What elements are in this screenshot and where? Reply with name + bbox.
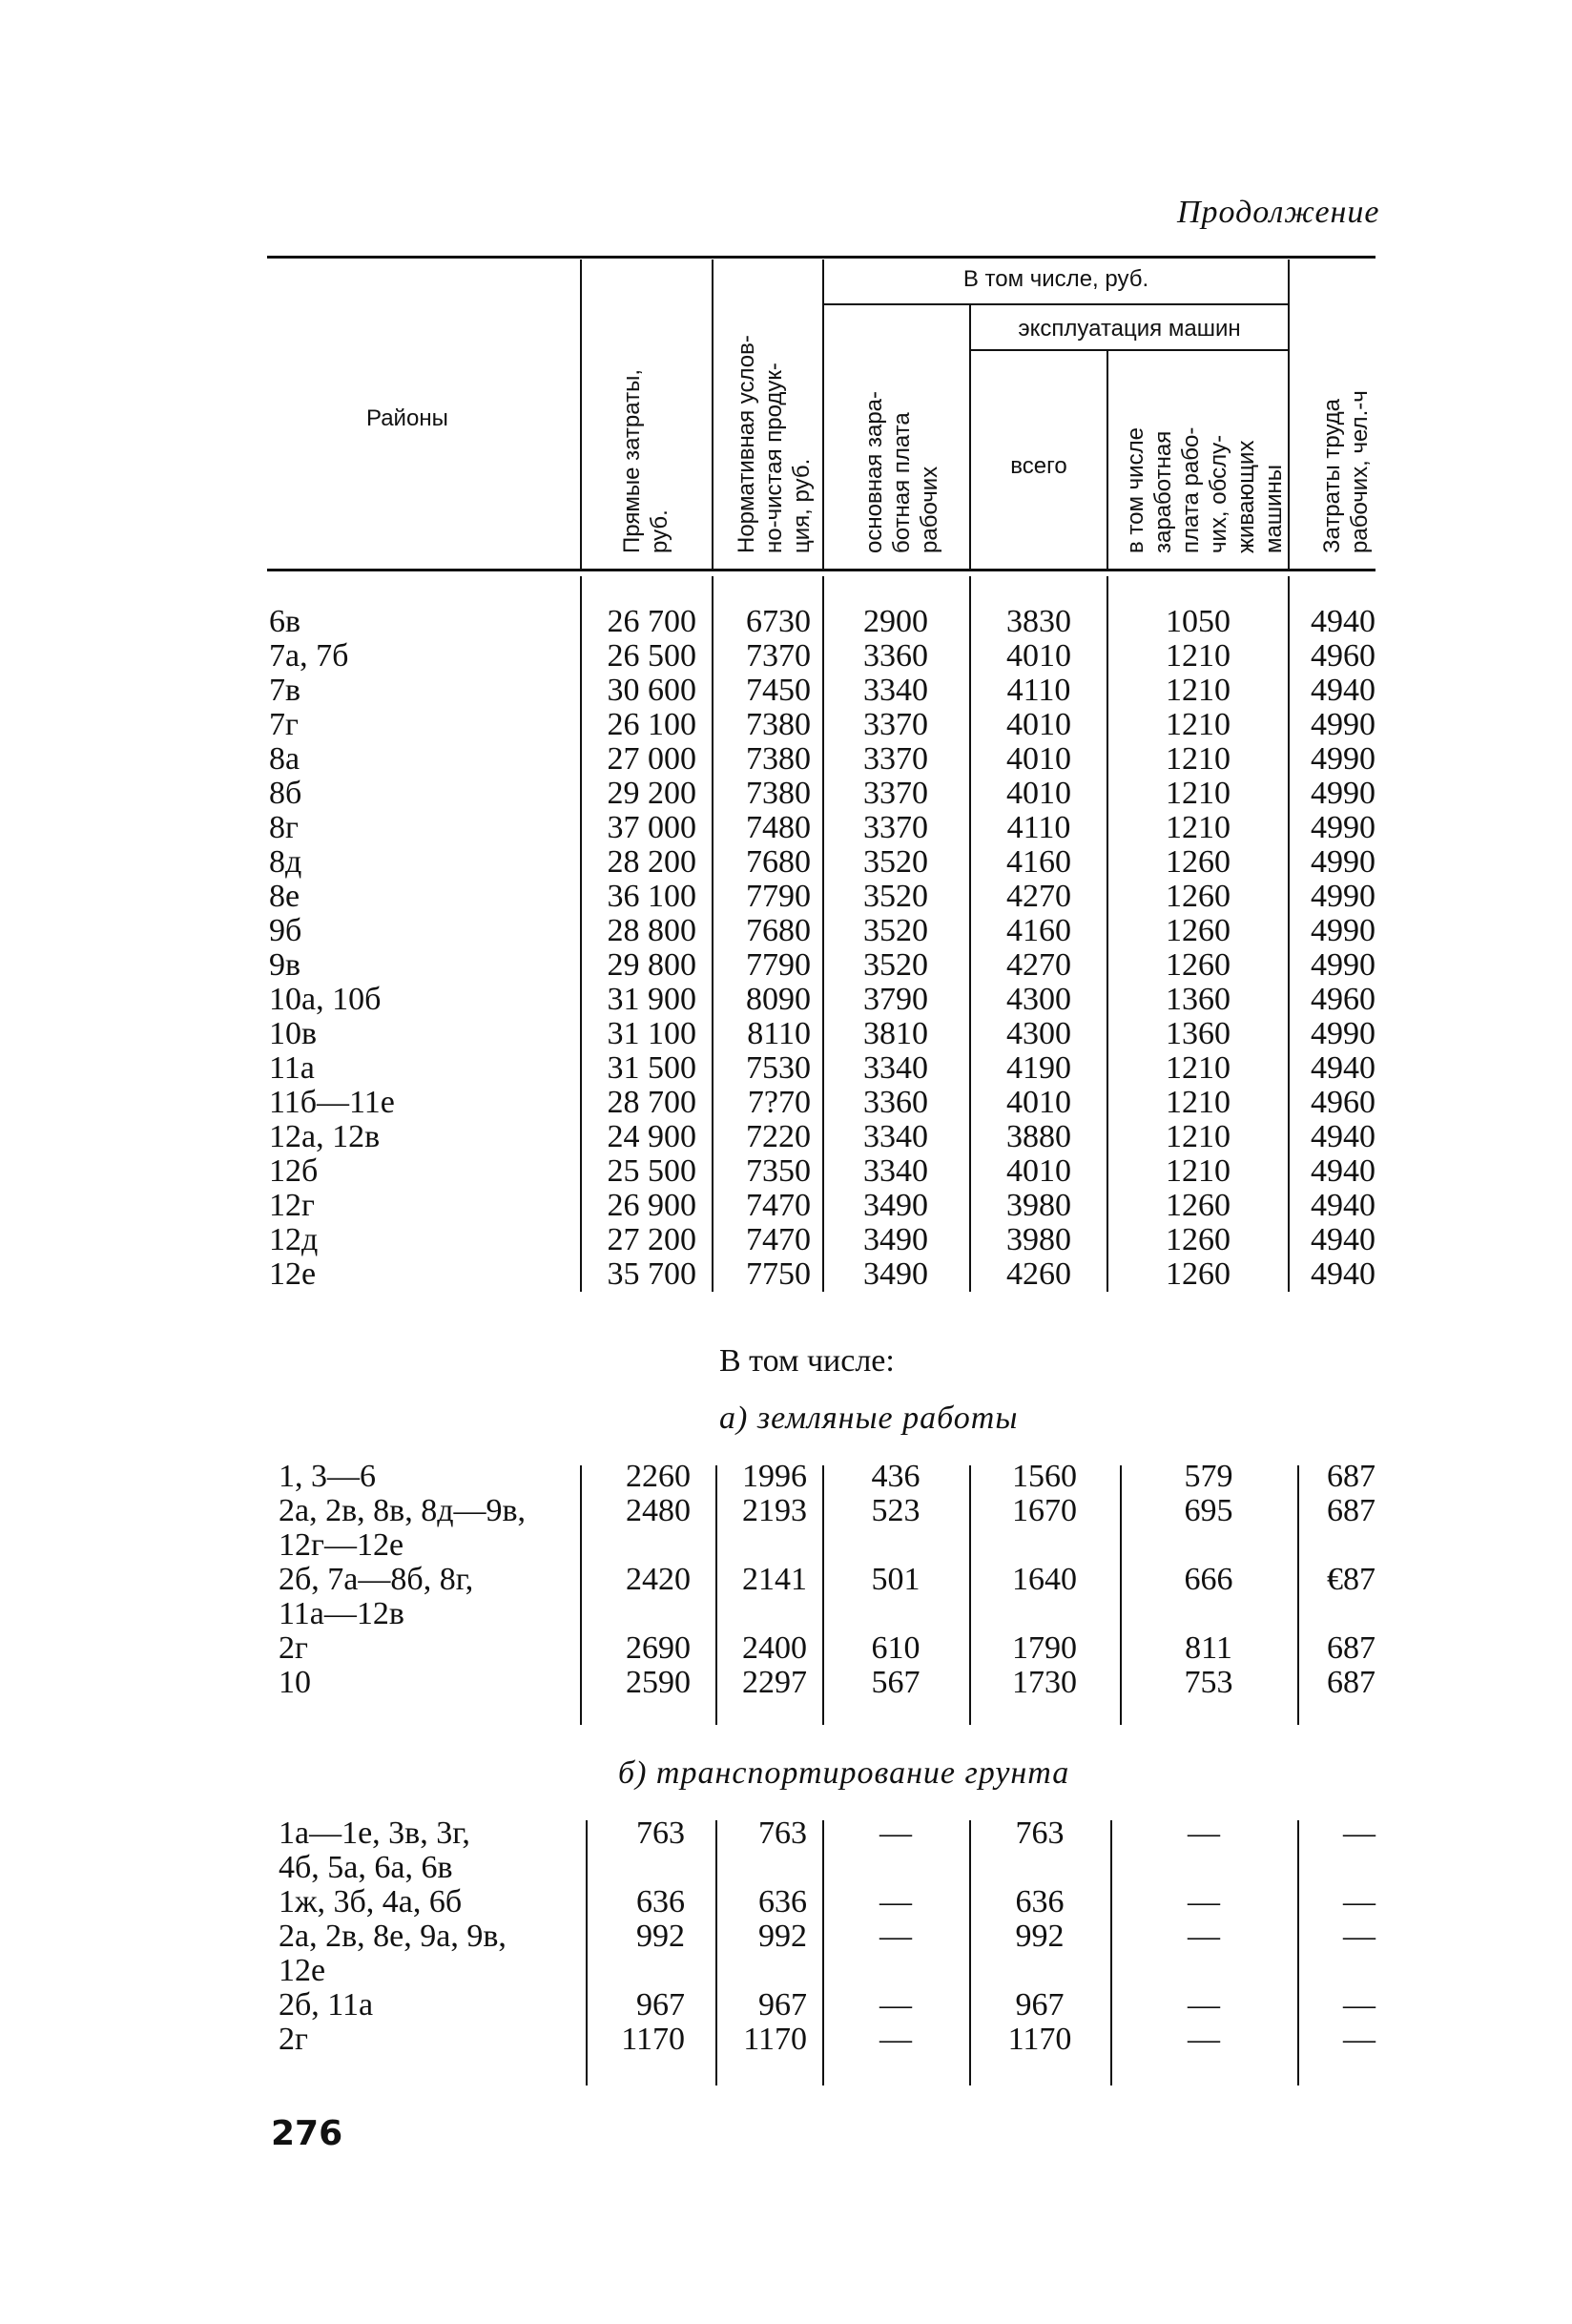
direct-costs-cell: 2260 (626, 1459, 691, 1494)
header-divider (822, 259, 824, 571)
base-wages-cell: — (879, 1987, 912, 2023)
labor-cell: 4940 (1311, 1188, 1376, 1223)
normative-output-cell: 7?70 (747, 1085, 811, 1120)
direct-costs-cell: 37 000 (607, 810, 696, 845)
header-bottom-rule (267, 569, 1376, 571)
labor-cell: 4990 (1311, 776, 1376, 811)
machine-total-cell: 4010 (1006, 707, 1071, 742)
machine-wages-cell: 1210 (1166, 1119, 1231, 1154)
direct-costs-cell: 992 (636, 1919, 685, 1954)
section-b-title: б) транспортирование грунта (618, 1755, 1070, 1791)
region-cell: 8б (269, 776, 302, 811)
direct-costs-cell: 28 700 (607, 1085, 696, 1120)
labor-cell: 4990 (1311, 1016, 1376, 1051)
region-cell: 10 (279, 1665, 311, 1700)
machine-wages-cell: 666 (1184, 1562, 1233, 1597)
labor-cell: 4990 (1311, 947, 1376, 983)
normative-output-cell: 2297 (742, 1665, 807, 1700)
region-cell: 11а—12в (279, 1596, 404, 1631)
region-cell: 1ж, 3б, 4а, 6б (279, 1884, 463, 1919)
normative-output-cell: 8110 (747, 1016, 811, 1051)
direct-costs-cell: 2690 (626, 1630, 691, 1666)
direct-costs-cell: 29 200 (607, 776, 696, 811)
region-cell: 10в (269, 1016, 318, 1051)
labor-cell: 4990 (1311, 844, 1376, 880)
base-wages-cell: 3370 (863, 776, 928, 811)
region-cell: 8а (269, 741, 300, 777)
machine-wages-cell: — (1188, 1816, 1220, 1851)
direct-costs-cell: 31 900 (607, 982, 696, 1017)
labor-cell: 4990 (1311, 707, 1376, 742)
direct-costs-cell: 26 500 (607, 638, 696, 674)
header-direct-costs: Прямые затраты, руб. (619, 369, 672, 553)
header-base-wages: основная зара- ботная плата рабочих (861, 390, 942, 553)
labor-cell: 4990 (1311, 741, 1376, 777)
normative-output-cell: 7680 (746, 913, 811, 948)
normative-output-cell: 7380 (746, 741, 811, 777)
normative-output-cell: 7680 (746, 844, 811, 880)
normative-output-cell: 7220 (746, 1119, 811, 1154)
base-wages-cell: 3360 (863, 638, 928, 674)
machine-total-cell: 4010 (1006, 776, 1071, 811)
header-machine-wages: в том числе заработная плата рабо- чих, обслу- живающих машины (1123, 426, 1287, 553)
machine-wages-cell: 1260 (1166, 1222, 1231, 1257)
labor-cell: 687 (1327, 1459, 1376, 1494)
machine-wages-cell: 1210 (1166, 741, 1231, 777)
labor-cell: €87 (1327, 1562, 1376, 1597)
machine-total-cell: 1170 (1007, 2022, 1072, 2057)
labor-cell: 4940 (1311, 1256, 1376, 1292)
machine-total-cell: 4110 (1006, 673, 1071, 708)
machine-wages-cell: 753 (1184, 1665, 1233, 1700)
normative-output-cell: 7350 (746, 1153, 811, 1189)
direct-costs-cell: 26 900 (607, 1188, 696, 1223)
machine-wages-cell: 1360 (1166, 982, 1231, 1017)
machine-wages-cell: 695 (1184, 1493, 1233, 1528)
labor-cell: 687 (1327, 1493, 1376, 1528)
including-rule (824, 303, 1288, 305)
normative-output-cell: 7380 (746, 776, 811, 811)
base-wages-cell: — (879, 2022, 912, 2057)
base-wages-cell: 436 (871, 1459, 920, 1494)
labor-cell: 4960 (1311, 1085, 1376, 1120)
normative-output-cell: 7450 (746, 673, 811, 708)
machine-total-cell: 967 (1015, 1987, 1065, 2023)
labor-cell: 4940 (1311, 1050, 1376, 1086)
machine-total-cell: 4270 (1006, 879, 1071, 914)
region-cell: 11а (269, 1050, 315, 1086)
machine-total-cell: 4110 (1006, 810, 1071, 845)
region-cell: 2б, 7а—8б, 8г, (279, 1562, 474, 1597)
direct-costs-cell: 26 100 (607, 707, 696, 742)
labor-cell: 4960 (1311, 982, 1376, 1017)
machine-wages-cell: 1210 (1166, 776, 1231, 811)
direct-costs-cell: 967 (636, 1987, 685, 2023)
direct-costs-cell: 26 700 (607, 604, 696, 639)
machine-wages-cell: 1210 (1166, 673, 1231, 708)
machine-total-cell: 4160 (1006, 844, 1071, 880)
region-cell: 9в (269, 947, 301, 983)
labor-cell: 4940 (1311, 673, 1376, 708)
machine-total-cell: 4010 (1006, 1153, 1071, 1189)
machine-total-cell: 3980 (1006, 1188, 1071, 1223)
region-cell: 7г (269, 707, 299, 742)
machine-total-cell: 4300 (1006, 1016, 1071, 1051)
region-cell: 11б—11е (269, 1085, 395, 1120)
normative-output-cell: 7470 (746, 1222, 811, 1257)
section-a-title: а) земляные работы (719, 1401, 1019, 1436)
direct-costs-cell: 2420 (626, 1562, 691, 1597)
header-including-rub: В том числе, руб. (962, 266, 1149, 292)
base-wages-cell: 3490 (863, 1256, 928, 1292)
machine-total-cell: 636 (1015, 1884, 1065, 1919)
header-normative-output: Нормативная услов- но-чистая продук- ция, руб. (734, 335, 815, 553)
normative-output-cell: 7480 (746, 810, 811, 845)
labor-cell: 4990 (1311, 913, 1376, 948)
base-wages-cell: — (879, 1919, 912, 1954)
normative-output-cell: 8090 (746, 982, 811, 1017)
header-divider (712, 259, 714, 571)
labor-cell: — (1343, 1884, 1376, 1919)
header-labor-costs: Затраты труда рабочих, чел.-ч (1319, 390, 1373, 553)
normative-output-cell: 7530 (746, 1050, 811, 1086)
machine-wages-cell: 1210 (1166, 810, 1231, 845)
labor-cell: 4990 (1311, 810, 1376, 845)
including-label: В том числе: (719, 1343, 895, 1379)
base-wages-cell: — (879, 1884, 912, 1919)
machine-wages-cell: — (1188, 1987, 1220, 2023)
region-cell: 2а, 2в, 8в, 8д—9в, (279, 1493, 527, 1528)
region-cell: 2г (279, 2022, 308, 2057)
region-cell: 12е (269, 1256, 317, 1292)
labor-cell: 687 (1327, 1665, 1376, 1700)
labor-cell: 4960 (1311, 638, 1376, 674)
machine-total-cell: 1790 (1012, 1630, 1077, 1666)
column-divider (712, 576, 714, 1292)
region-cell: 8д (269, 844, 302, 880)
base-wages-cell: 3340 (863, 1119, 928, 1154)
machine-total-cell: 4010 (1006, 638, 1071, 674)
machine-total-cell: 4010 (1006, 741, 1071, 777)
direct-costs-cell: 2480 (626, 1493, 691, 1528)
region-cell: 2б, 11а (279, 1987, 374, 2023)
machine-total-cell: 3980 (1006, 1222, 1071, 1257)
machine-wages-cell: — (1188, 1919, 1220, 1954)
normative-output-cell: 763 (758, 1816, 807, 1851)
normative-output-cell: 2193 (742, 1493, 807, 1528)
machine-total-cell: 4190 (1006, 1050, 1071, 1086)
direct-costs-cell: 31 500 (607, 1050, 696, 1086)
labor-cell: 4940 (1311, 604, 1376, 639)
machine-wages-cell: 579 (1184, 1459, 1233, 1494)
region-cell: 8г (269, 810, 299, 845)
normative-output-cell: 1996 (742, 1459, 807, 1494)
machine-wages-cell: 1360 (1166, 1016, 1231, 1051)
base-wages-cell: 3370 (863, 707, 928, 742)
region-cell: 6в (269, 604, 301, 639)
header-machine-operation: эксплуатация машин (1018, 316, 1241, 342)
machine-wages-cell: 1260 (1166, 844, 1231, 880)
normative-output-cell: 636 (758, 1884, 807, 1919)
base-wages-cell: 3520 (863, 879, 928, 914)
normative-output-cell: 7380 (746, 707, 811, 742)
machine-wages-cell: 1260 (1166, 913, 1231, 948)
base-wages-cell: 3810 (863, 1016, 928, 1051)
region-cell: 12е (279, 1953, 326, 1988)
region-cell: 4б, 5а, 6а, 6в (279, 1850, 453, 1885)
machine-wages-cell: 1050 (1166, 604, 1231, 639)
normative-output-cell: 2141 (742, 1562, 807, 1597)
direct-costs-cell: 1170 (621, 2022, 685, 2057)
region-cell: 7в (269, 673, 301, 708)
labor-cell: — (1343, 1816, 1376, 1851)
normative-output-cell: 7370 (746, 638, 811, 674)
base-wages-cell: 610 (871, 1630, 920, 1666)
base-wages-cell: 3520 (863, 844, 928, 880)
machine-total-cell: 763 (1015, 1816, 1065, 1851)
machine-total-cell: 4300 (1006, 982, 1071, 1017)
direct-costs-cell: 28 200 (607, 844, 696, 880)
region-cell: 12г—12е (279, 1527, 404, 1563)
machine-total-cell: 3880 (1006, 1119, 1071, 1154)
labor-cell: 4990 (1311, 879, 1376, 914)
labor-cell: — (1343, 1987, 1376, 2023)
machine-wages-cell: 1260 (1166, 947, 1231, 983)
header-machine-total: всего (1010, 453, 1067, 479)
machine-wages-cell: 811 (1185, 1630, 1232, 1666)
region-cell: 1, 3—6 (279, 1459, 376, 1494)
region-cell: 8е (269, 879, 300, 914)
base-wages-cell: 3790 (863, 982, 928, 1017)
direct-costs-cell: 2590 (626, 1665, 691, 1700)
normative-output-cell: 992 (758, 1919, 807, 1954)
header-divider (580, 259, 582, 571)
header-divider (1288, 259, 1290, 571)
normative-output-cell: 7790 (746, 947, 811, 983)
machine-wages-cell: 1210 (1166, 707, 1231, 742)
region-cell: 9б (269, 913, 302, 948)
base-wages-cell: 3340 (863, 1050, 928, 1086)
labor-cell: 4940 (1311, 1119, 1376, 1154)
base-wages-cell: 567 (871, 1665, 920, 1700)
machine-wages-cell: — (1188, 1884, 1220, 1919)
region-cell: 12д (269, 1222, 319, 1257)
base-wages-cell: 2900 (863, 604, 928, 639)
base-wages-cell: 3340 (863, 1153, 928, 1189)
machine-total-cell: 4160 (1006, 913, 1071, 948)
machine-rule (969, 349, 1288, 351)
region-cell: 2г (279, 1630, 308, 1666)
direct-costs-cell: 24 900 (607, 1119, 696, 1154)
machine-total-cell: 1670 (1012, 1493, 1077, 1528)
header-divider (1107, 351, 1108, 571)
normative-output-cell: 967 (758, 1987, 807, 2023)
machine-wages-cell: 1210 (1166, 638, 1231, 674)
region-cell: 10а, 10б (269, 982, 382, 1017)
direct-costs-cell: 636 (636, 1884, 685, 1919)
machine-total-cell: 4260 (1006, 1256, 1071, 1292)
labor-cell: — (1343, 2022, 1376, 2057)
base-wages-cell: 3360 (863, 1085, 928, 1120)
machine-total-cell: 4270 (1006, 947, 1071, 983)
normative-output-cell: 7750 (746, 1256, 811, 1292)
region-cell: 12а, 12в (269, 1119, 381, 1154)
base-wages-cell: 501 (871, 1562, 920, 1597)
header-region: Районы (366, 405, 448, 431)
region-cell: 1а—1е, 3в, 3г, (279, 1816, 470, 1851)
direct-costs-cell: 28 800 (607, 913, 696, 948)
region-cell: 7а, 7б (269, 638, 349, 674)
base-wages-cell: 3340 (863, 673, 928, 708)
table-top-rule (267, 256, 1376, 259)
base-wages-cell: 3370 (863, 741, 928, 777)
base-wages-cell: — (879, 1816, 912, 1851)
normative-output-cell: 7790 (746, 879, 811, 914)
direct-costs-cell: 31 100 (607, 1016, 696, 1051)
machine-total-cell: 3830 (1006, 604, 1071, 639)
normative-output-cell: 2400 (742, 1630, 807, 1666)
machine-wages-cell: — (1188, 2022, 1220, 2057)
machine-wages-cell: 1210 (1166, 1085, 1231, 1120)
machine-wages-cell: 1260 (1166, 1256, 1231, 1292)
machine-total-cell: 1640 (1012, 1562, 1077, 1597)
machine-wages-cell: 1210 (1166, 1050, 1231, 1086)
machine-total-cell: 1730 (1012, 1665, 1077, 1700)
labor-cell: 4940 (1311, 1153, 1376, 1189)
direct-costs-cell: 36 100 (607, 879, 696, 914)
normative-output-cell: 7470 (746, 1188, 811, 1223)
normative-output-cell: 6730 (746, 604, 811, 639)
direct-costs-cell: 30 600 (607, 673, 696, 708)
labor-cell: — (1343, 1919, 1376, 1954)
base-wages-cell: 3490 (863, 1188, 928, 1223)
machine-total-cell: 992 (1015, 1919, 1065, 1954)
header-divider (969, 305, 971, 571)
region-cell: 2а, 2в, 8е, 9а, 9в, (279, 1919, 507, 1954)
base-wages-cell: 523 (871, 1493, 920, 1528)
direct-costs-cell: 27 000 (607, 741, 696, 777)
machine-total-cell: 4010 (1006, 1085, 1071, 1120)
continued-label: Продолжение (1177, 195, 1380, 230)
machine-wages-cell: 1210 (1166, 1153, 1231, 1189)
direct-costs-cell: 25 500 (607, 1153, 696, 1189)
direct-costs-cell: 35 700 (607, 1256, 696, 1292)
page-number: 276 (271, 2114, 343, 2153)
base-wages-cell: 3370 (863, 810, 928, 845)
machine-wages-cell: 1260 (1166, 879, 1231, 914)
direct-costs-cell: 763 (636, 1816, 685, 1851)
base-wages-cell: 3520 (863, 913, 928, 948)
region-cell: 12г (269, 1188, 315, 1223)
machine-total-cell: 1560 (1012, 1459, 1077, 1494)
region-cell: 12б (269, 1153, 319, 1189)
machine-wages-cell: 1260 (1166, 1188, 1231, 1223)
labor-cell: 687 (1327, 1630, 1376, 1666)
base-wages-cell: 3520 (863, 947, 928, 983)
labor-cell: 4940 (1311, 1222, 1376, 1257)
direct-costs-cell: 29 800 (607, 947, 696, 983)
base-wages-cell: 3490 (863, 1222, 928, 1257)
direct-costs-cell: 27 200 (607, 1222, 696, 1257)
normative-output-cell: 1170 (743, 2022, 807, 2057)
